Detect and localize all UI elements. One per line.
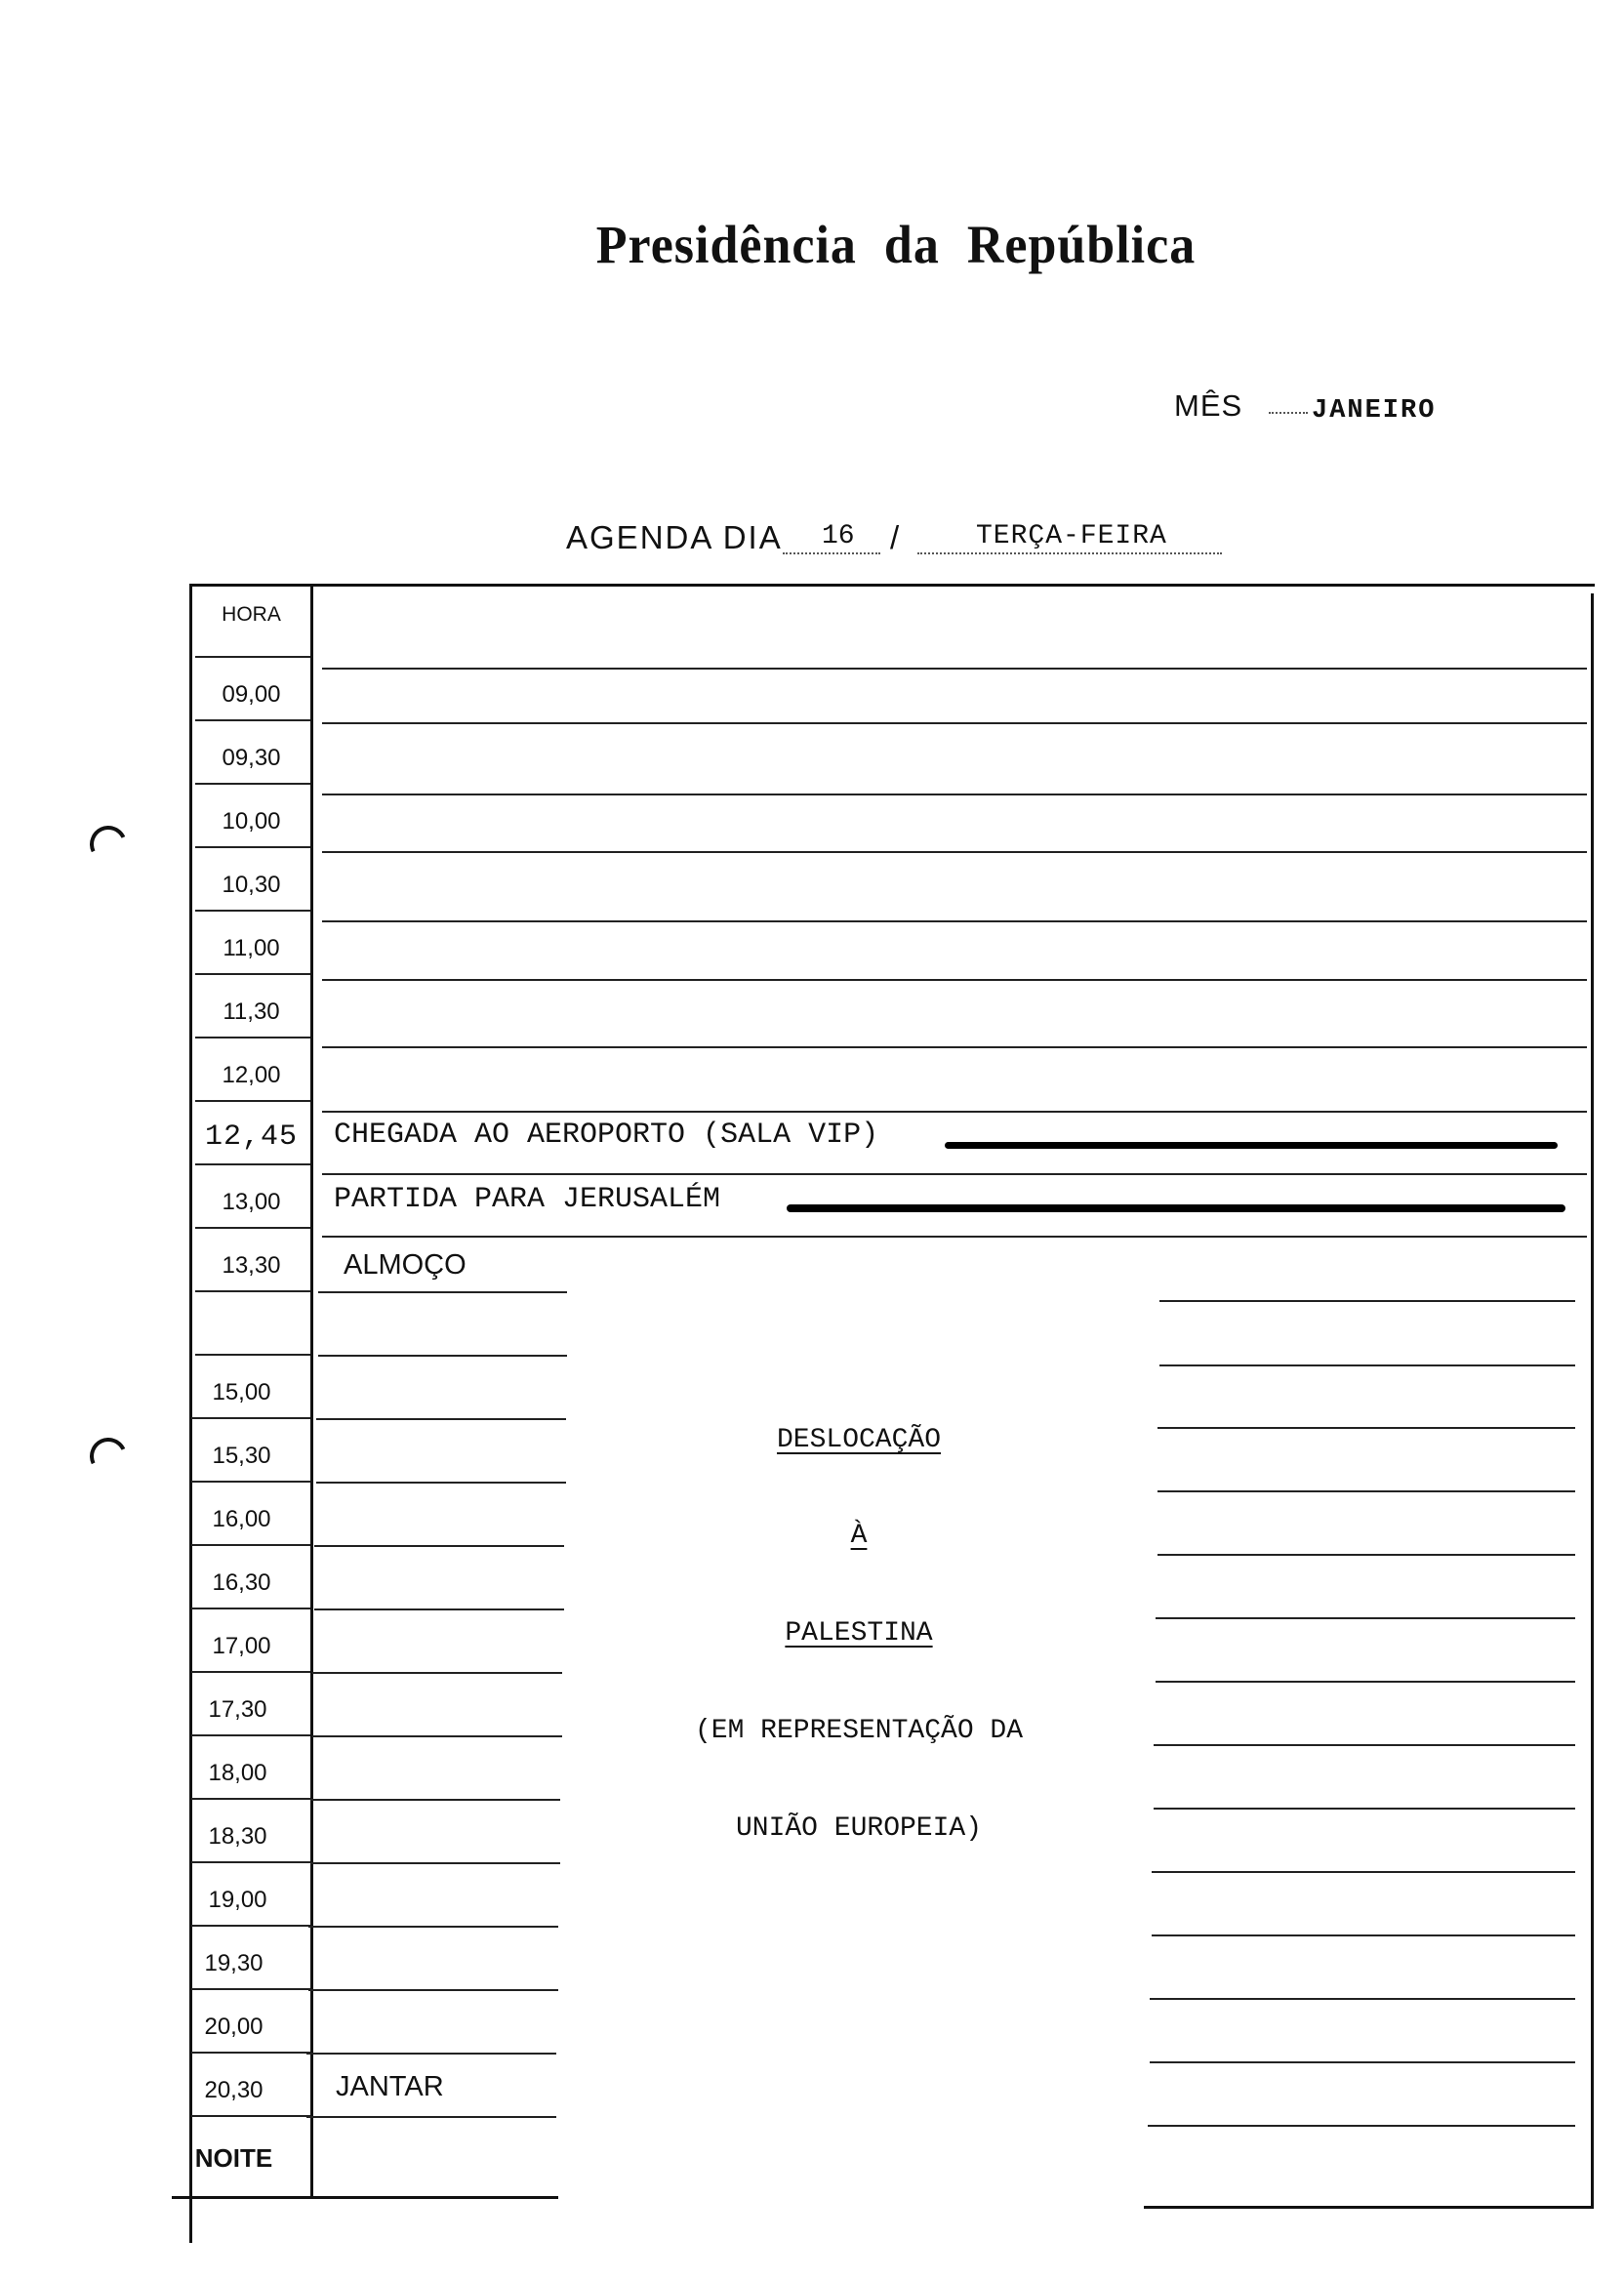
- month-value: JANEIRO: [1312, 396, 1437, 426]
- entry-row-line-left: [306, 2053, 556, 2055]
- time-label: 11,00: [223, 935, 280, 961]
- entry-row-line: [322, 722, 1587, 724]
- time-label: 09,00: [222, 681, 281, 708]
- time-label: 16,00: [212, 1506, 271, 1532]
- month-dots: [1269, 412, 1308, 414]
- entry-row-line-left: [314, 1608, 564, 1610]
- hour-row-line: [191, 1481, 310, 1483]
- entry-row-line: [322, 668, 1587, 670]
- page-title: Presidência da República: [595, 216, 1197, 275]
- agenda-weekday: TERÇA-FEIRA: [976, 521, 1167, 551]
- hour-row-line: [195, 1227, 310, 1229]
- time-label: 17,00: [212, 1633, 271, 1659]
- hour-row-line: [195, 846, 310, 848]
- time-label: 12,45: [204, 1120, 298, 1154]
- entry-row-line-right: [1157, 1490, 1575, 1492]
- hour-row-line: [191, 1417, 310, 1419]
- time-label: 19,00: [208, 1887, 267, 1913]
- table-bottom-right-border: [1144, 2206, 1593, 2209]
- time-label: 16,30: [212, 1569, 271, 1596]
- entry-row-line: [322, 794, 1587, 795]
- hour-row-line: [191, 1608, 310, 1609]
- entry-row-line-left: [318, 1355, 567, 1357]
- entry-1300: PARTIDA PARA JERUSALÉM: [334, 1183, 721, 1216]
- entry-row-line: [322, 1236, 1587, 1238]
- binder-hole-bottom: [85, 1433, 133, 1481]
- entry-row-line: [322, 979, 1587, 981]
- hour-row-line: [195, 1100, 310, 1102]
- day-dots: [783, 552, 880, 554]
- hour-row-line: [195, 656, 310, 658]
- binder-hole-top: [85, 821, 133, 869]
- hour-row-line: [195, 910, 310, 912]
- time-label: 19,30: [204, 1950, 264, 1976]
- entry-row-line-left: [316, 1482, 566, 1484]
- pen-stroke-1300: [787, 1204, 1565, 1212]
- time-label: 13,00: [222, 1189, 281, 1215]
- time-label: 20,00: [204, 2014, 264, 2040]
- entry-row-line: [322, 851, 1587, 853]
- entry-row-line-right: [1150, 1998, 1575, 2000]
- entry-row-line-right: [1152, 1871, 1575, 1873]
- entry-row-line-right: [1148, 2125, 1575, 2127]
- block-line-deslocacao: DESLOCAÇÃO: [776, 1425, 942, 1455]
- hour-row-line: [191, 1988, 310, 1990]
- hour-row-line: [191, 1734, 310, 1736]
- time-label: 20,30: [204, 2077, 264, 2103]
- entry-row-line-left: [310, 1799, 560, 1801]
- agenda-label: AGENDA DIA: [566, 519, 783, 555]
- entry-row-line-right: [1154, 1808, 1575, 1810]
- entry-row-line-left: [312, 1672, 562, 1674]
- hour-row-line: [195, 783, 310, 785]
- entry-row-line: [322, 1111, 1587, 1113]
- hour-row-line: [195, 1290, 310, 1292]
- time-label: 15,30: [212, 1443, 271, 1469]
- time-label: 10,30: [222, 872, 281, 898]
- entry-row-line: [322, 1173, 1587, 1175]
- agenda-day: 16: [822, 521, 855, 551]
- entry-row-line-left: [312, 1735, 562, 1737]
- table-bottom-left-border: [172, 2196, 558, 2199]
- time-label: 13,30: [222, 1252, 281, 1279]
- time-label: 15,00: [212, 1379, 271, 1405]
- entry-row-line-right: [1152, 1934, 1575, 1936]
- hour-header: HORA: [222, 603, 281, 626]
- entry-row-line-left: [308, 1989, 558, 1991]
- entry-row-line-left: [318, 1291, 567, 1293]
- pen-stroke-1245: [945, 1142, 1558, 1149]
- hour-row-line: [195, 719, 310, 721]
- entry-row-line-right: [1156, 1681, 1575, 1683]
- block-line-representacao: (EM REPRESENTAÇÃO DA: [694, 1716, 1024, 1746]
- entry-row-line: [322, 920, 1587, 922]
- entry-row-line-left: [316, 1418, 566, 1420]
- entry-row-line-left: [308, 1926, 558, 1928]
- entry-1330: ALMOÇO: [344, 1249, 467, 1281]
- entry-row-line-left: [310, 1862, 560, 1864]
- hour-row-line: [195, 1037, 310, 1038]
- hour-row-line: [195, 1163, 310, 1165]
- entry-row-line-right: [1157, 1427, 1575, 1429]
- month-label: MÊS: [1174, 388, 1243, 423]
- table-right-border: [1591, 593, 1594, 2209]
- time-label: 17,30: [208, 1696, 267, 1723]
- entry-row-line-right: [1159, 1364, 1575, 1366]
- weekday-dots: [917, 552, 1222, 554]
- hour-row-line: [195, 1354, 310, 1356]
- entry-row-line-right: [1154, 1744, 1575, 1746]
- block-line-uniao: UNIÃO EUROPEIA): [735, 1813, 983, 1844]
- hour-row-line: [191, 1544, 310, 1546]
- hour-row-line: [195, 973, 310, 975]
- time-label: 18,00: [208, 1760, 267, 1786]
- entry-row-line-left: [306, 2116, 556, 2118]
- block-line-palestina: PALESTINA: [785, 1618, 933, 1649]
- time-label: 18,30: [208, 1823, 267, 1850]
- hour-row-line: [191, 2115, 310, 2117]
- time-label: 12,00: [222, 1062, 281, 1088]
- time-label: NOITE: [194, 2143, 273, 2173]
- entry-row-line-right: [1156, 1617, 1575, 1619]
- entry-row-line-right: [1157, 1554, 1575, 1556]
- block-line-a: À: [850, 1521, 868, 1551]
- time-label: 10,00: [222, 808, 281, 835]
- entry-2030: JANTAR: [336, 2071, 444, 2102]
- hour-row-line: [191, 1861, 310, 1863]
- time-label: 09,30: [222, 745, 281, 771]
- time-label: 11,30: [223, 998, 280, 1025]
- hour-row-line: [191, 2052, 310, 2054]
- hour-row-line: [191, 1798, 310, 1800]
- agenda-separator: /: [890, 519, 900, 555]
- hour-row-line: [191, 1925, 310, 1927]
- entry-1245: CHEGADA AO AEROPORTO (SALA VIP): [334, 1119, 879, 1152]
- entry-row-line: [322, 1046, 1587, 1048]
- entry-row-line-left: [314, 1545, 564, 1547]
- hour-row-line: [191, 1671, 310, 1673]
- entry-row-line-right: [1150, 2061, 1575, 2063]
- entry-row-line-right: [1159, 1300, 1575, 1302]
- table-top-border: [189, 584, 1595, 587]
